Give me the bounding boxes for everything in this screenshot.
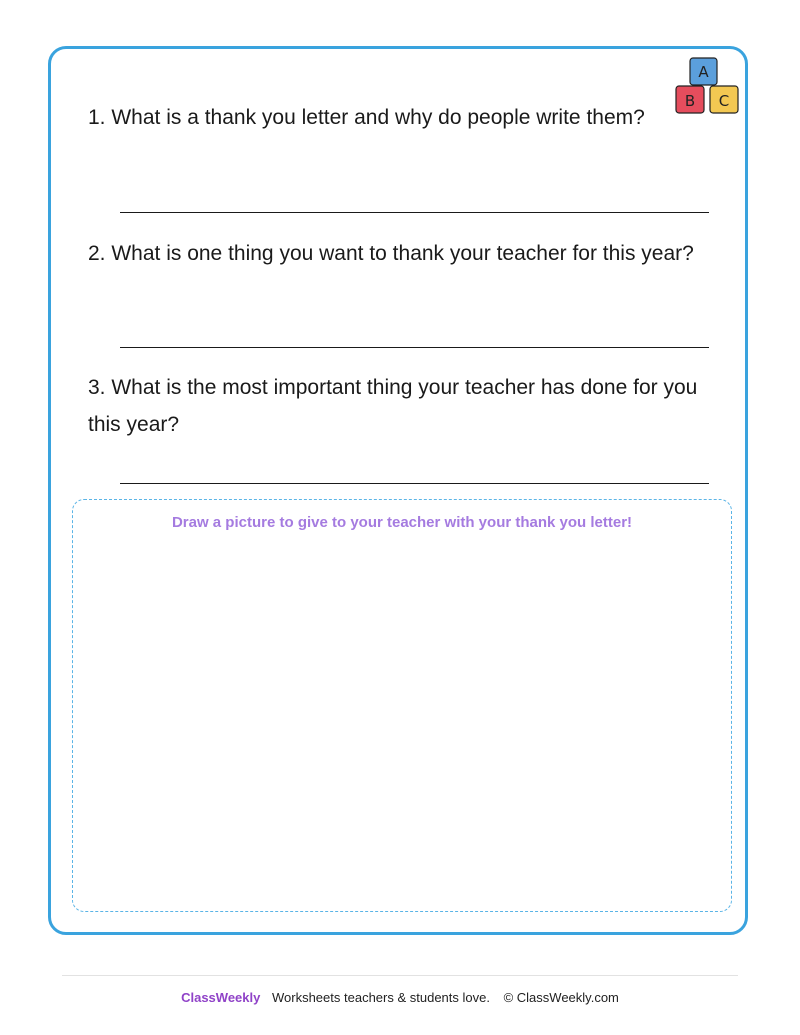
footer-copyright: © ClassWeekly.com [503,990,619,1005]
footer [0,990,800,1005]
footer-brand: ClassWeekly [181,990,261,1005]
answer-line-2[interactable] [120,347,709,348]
drawing-prompt: Draw a picture to give to your teacher with your thank you letter! [171,514,633,531]
question-1: 1. What is a thank you letter and why do people write them? [88,106,645,129]
footer-divider [62,975,738,976]
footer-tagline: Worksheets teachers & students love. [271,990,490,1005]
question-3: 3. What is the most important thing your teacher has done for you this year? [88,376,698,436]
block-b-letter: B [684,92,696,110]
block-a-letter: A [698,63,709,81]
answer-line-1[interactable] [120,212,709,213]
block-c-letter: C [718,92,730,110]
drawing-area[interactable] [72,499,732,912]
question-2: 2. What is one thing you want to thank your teacher for this year? [88,242,694,265]
answer-line-3[interactable] [120,483,709,484]
